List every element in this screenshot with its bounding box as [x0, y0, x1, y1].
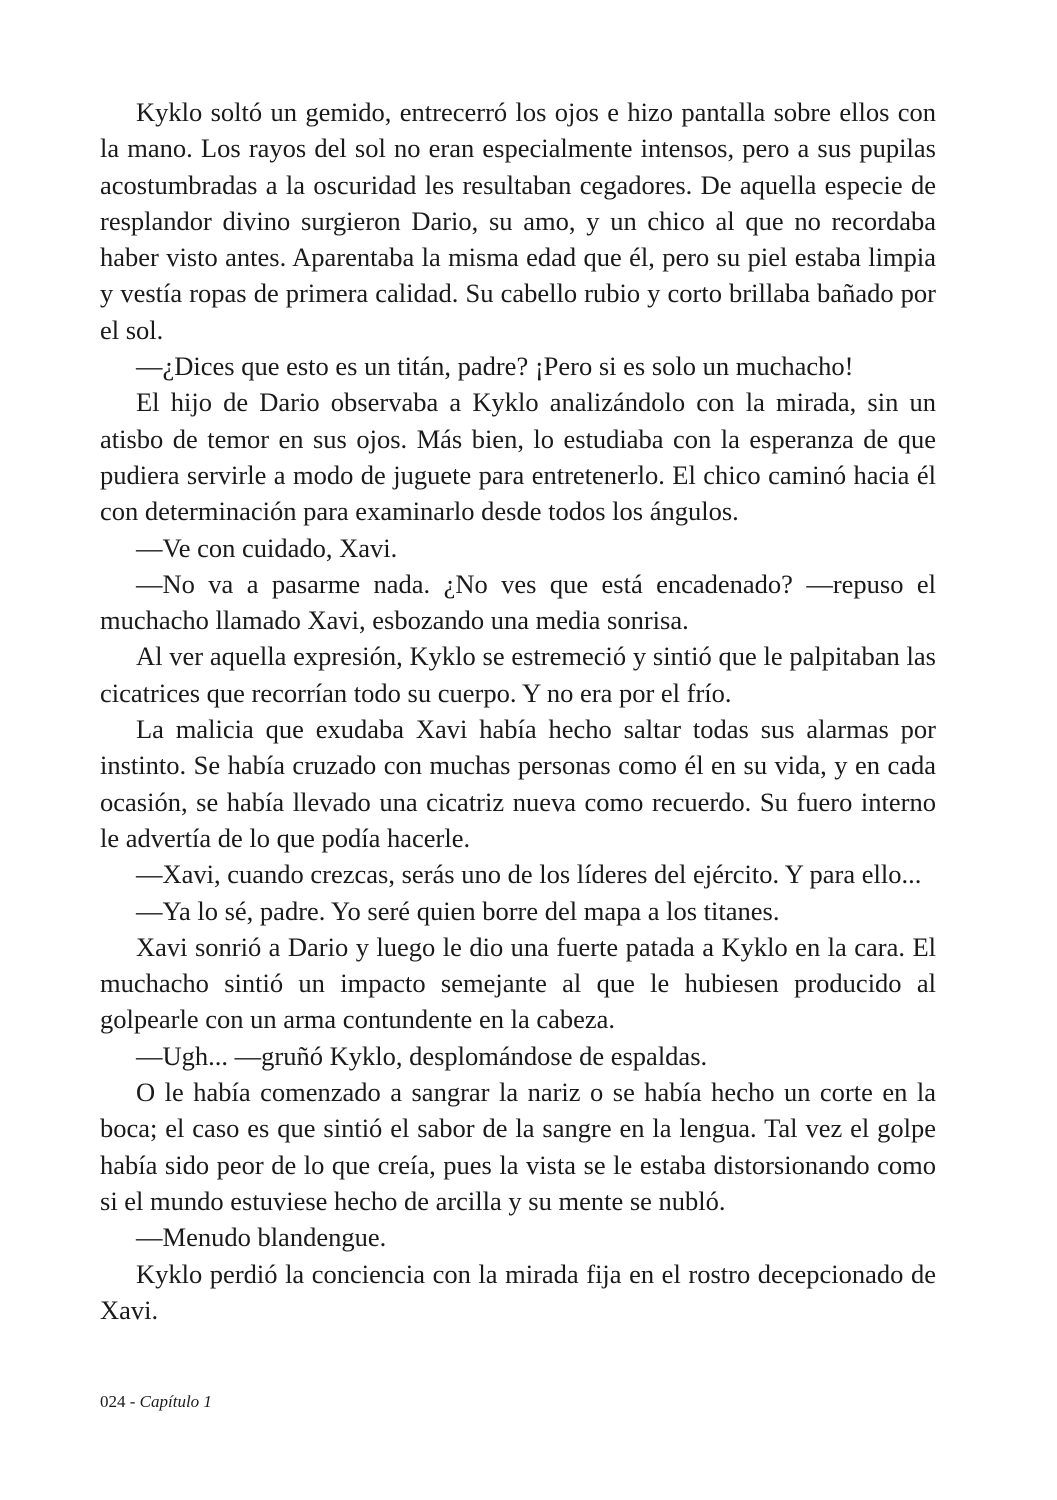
dialogue-line: —¿Dices que esto es un titán, padre? ¡Pero si es solo un muchacho! — [136, 351, 854, 382]
dialogue-line: —Xavi, cuando crezcas, serás uno de los líderes del ejército. Y para ello... — [136, 859, 922, 890]
dialogue-line: —Ugh... —gruñó Kyklo, desplomándose de espaldas. — [136, 1040, 708, 1071]
page-body — [100, 94, 936, 1328]
page-footer — [100, 1392, 212, 1412]
paragraph: Kyklo perdió la conciencia con la mirada fija en el rostro decepcionado de Xavi. — [100, 1258, 936, 1325]
paragraph: Al ver aquella expresión, Kyklo se estremeció y sintió que le palpitaban las cicatrices que recorrían todo su cuerpo. Y no era por el frío. — [100, 641, 936, 708]
footer-separator: - — [125, 1392, 140, 1411]
paragraph: Xavi sonrió a Dario y luego le dio una fuerte patada a Kyklo en la cara. El muchacho sintió un impacto semejante al que le hubiesen producido al golpearle con un arma contundente en la cabeza. — [100, 931, 936, 1035]
chapter-title: Capítulo 1 — [139, 1392, 212, 1411]
page-number: 024 — [100, 1392, 126, 1411]
paragraph: La malicia que exudaba Xavi había hecho saltar todas sus alarmas por instinto. Se había cruzado con muchas personas como él en su vida, y en cada ocasión, se había llevado una cicatriz nueva como recuerdo. Su fuero interno le advertía de lo que podía hacerle. — [100, 714, 936, 853]
paragraph: El hijo de Dario observaba a Kyklo analizándolo con la mirada, sin un atisbo de temor en sus ojos. Más bien, lo estudiaba con la esperanza de que pudiera servirle a modo de juguete para entretenerlo. El chico caminó hacia él con determinación para examinarlo desde todos los ángulos. — [100, 387, 936, 527]
paragraph: Kyklo soltó un gemido, entrecerró los ojos e hizo pantalla sobre ellos con la mano. Los rayos del sol no eran especialmente intensos, pero a sus pupilas acostumbradas a la oscuridad les resultaban cegadores. De aquella especie de resplandor divino surgieron Dario, su amo, y un chico al que no recordaba haber visto antes. Aparentaba la misma edad que él, pero su piel estaba limpia y vestía ropas de primera calidad. Su cabello rubio y corto brillaba bañado por el sol. — [100, 97, 936, 345]
paragraph: O le había comenzado a sangrar la nariz o se había hecho un corte en la boca; el caso es que sintió el sabor de la sangre en la lengua. Tal vez el golpe había sido peor de lo que creía, pues la vista se le estaba distorsionando como si el mundo estuviese hecho de arcilla y su mente se nubló. — [100, 1077, 936, 1216]
dialogue-line: —Menudo blandengue. — [136, 1222, 387, 1253]
dialogue-line: —Ve con cuidado, Xavi. — [136, 532, 398, 563]
dialogue-line: —No va a pasarme nada. ¿No ves que está encadenado? —repuso el muchacho llamado Xavi, esbozando una media sonrisa. — [100, 568, 936, 636]
dialogue-line: —Ya lo sé, padre. Yo seré quien borre del mapa a los titanes. — [136, 895, 780, 926]
